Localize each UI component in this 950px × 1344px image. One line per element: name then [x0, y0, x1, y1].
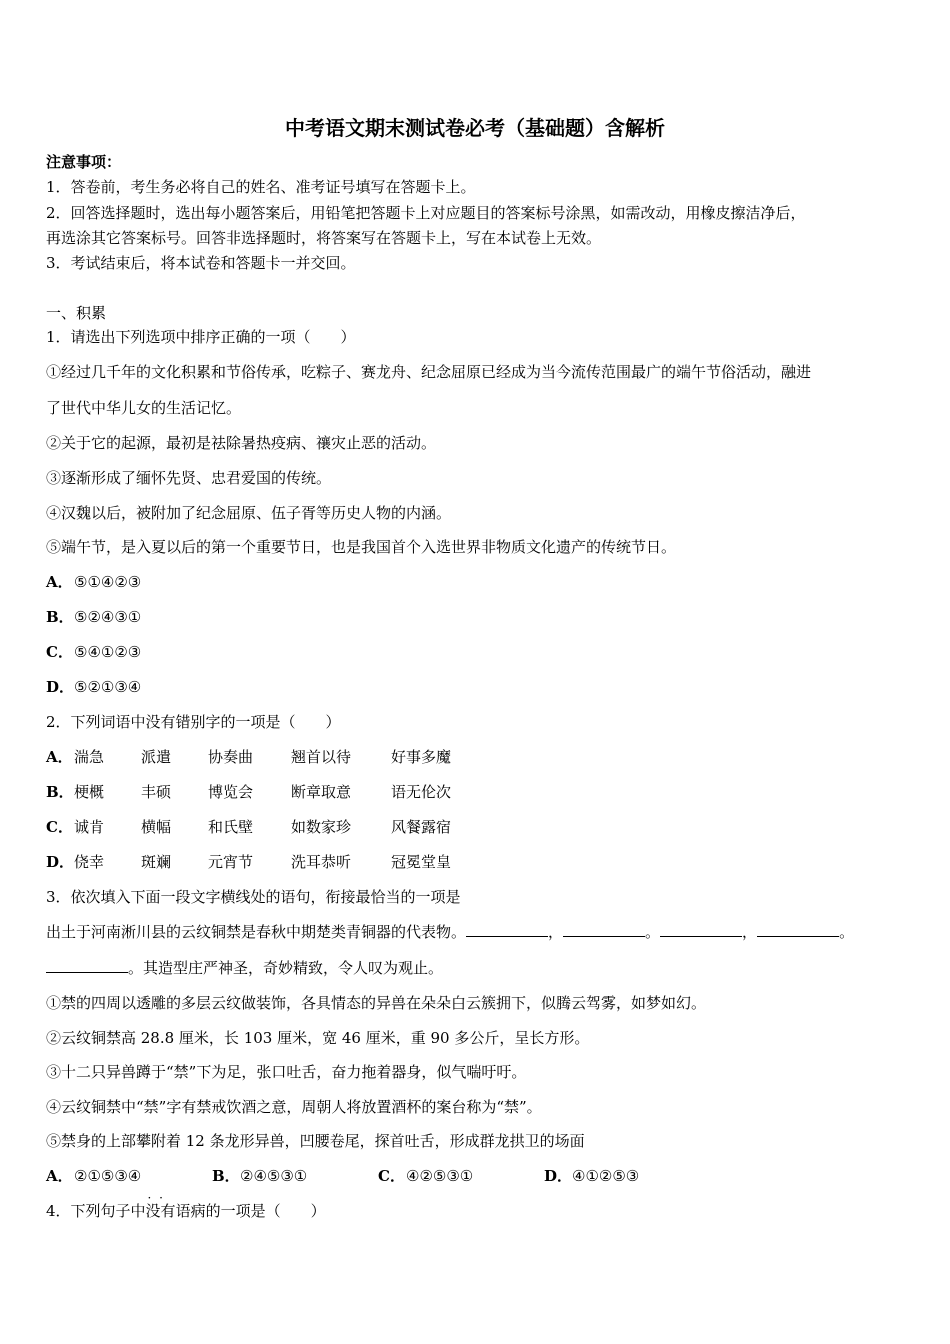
- q1-option-c[interactable]: [46, 642, 141, 662]
- option-text: ⑤②④③①: [74, 608, 142, 626]
- option-letter: A．: [46, 1167, 73, 1185]
- notice-heading: 注意事项：: [46, 153, 122, 171]
- q1-sentence-5: ⑤端午节，是入夏以后的第一个重要节日，也是我国首个入选世界非物质文化遗产的传统节日。: [46, 538, 677, 556]
- word: 元宵节: [208, 853, 254, 871]
- page-title: 中考语文期末测试卷必考（基础题）含解析: [285, 116, 665, 140]
- fill-blank-2[interactable]: [563, 922, 645, 937]
- option-letter: A．: [46, 748, 73, 766]
- q3-passage-text: 。其造型庄严神圣，奇妙精致，令人叹为观止。: [128, 959, 444, 977]
- option-text: ④②⑤③①: [406, 1167, 474, 1185]
- option-letter: C．: [46, 643, 73, 661]
- option-text: ②①⑤③④: [74, 1167, 142, 1185]
- word: 横幅: [141, 818, 172, 836]
- q3-option-c[interactable]: [378, 1166, 544, 1186]
- option-letter: A．: [46, 573, 73, 591]
- q3-option-a[interactable]: [46, 1166, 212, 1186]
- word: 博览会: [208, 783, 254, 801]
- q3-options: [46, 1166, 710, 1186]
- word: 断章取意: [291, 783, 352, 801]
- q3-sentence-5: ⑤禁身的上部攀附着 12 条龙形异兽，凹腰卷尾，探首吐舌，形成群龙拱卫的场面: [46, 1132, 585, 1150]
- q3-sentence-1: ①禁的四周以透雕的多层云纹做装饰，各具情态的异兽在朵朵白云簇拥下，似腾云驾雾，如梦如幻。: [46, 994, 707, 1012]
- word: 好事多魔: [391, 748, 452, 766]
- section-heading: 一、积累: [46, 304, 107, 322]
- option-letter: C．: [378, 1167, 405, 1185]
- punctuation: 。: [839, 923, 855, 941]
- option-text: ⑤②①③④: [74, 678, 142, 696]
- q4-stem: [46, 1201, 326, 1221]
- fill-blank-5[interactable]: [46, 958, 128, 973]
- word: 侥幸: [74, 853, 105, 871]
- q4-stem-text: 语病的一项是（ ）: [175, 1202, 326, 1220]
- option-text: ⑤①④②③: [74, 573, 142, 591]
- word: 梗概: [74, 783, 105, 801]
- q1-sentence-4: ④汉魏以后，被附加了纪念屈原、伍子胥等历史人物的内涵。: [46, 504, 452, 522]
- option-letter: D．: [46, 678, 75, 696]
- q2-option-c[interactable]: [46, 817, 491, 837]
- q2-option-b[interactable]: [46, 782, 491, 802]
- q3-sentence-3: ③十二只异兽蹲于“禁”下为足，张口吐舌，奋力拖着器身，似气喘吁吁。: [46, 1063, 527, 1081]
- q2-option-d[interactable]: [46, 852, 491, 872]
- notice-item-2a: 2．回答选择题时，选出每小题答案后，用铅笔把答题卡上对应题目的答案标号涂黑，如需改动，用橡皮擦洁净后，: [46, 204, 806, 222]
- word: 诚肯: [74, 818, 105, 836]
- q2-stem: 2．下列词语中没有错别字的一项是（ ）: [46, 713, 341, 731]
- punctuation: ，: [742, 923, 758, 941]
- word: 翘首以待: [291, 748, 352, 766]
- q3-sentence-2: ②云纹铜禁高 28.8 厘米，长 103 厘米，宽 46 厘米，重 90 多公斤，呈长方形。: [46, 1029, 590, 1047]
- fill-blank-3[interactable]: [660, 922, 742, 937]
- q2-option-a[interactable]: [46, 747, 491, 767]
- q3-option-b[interactable]: [212, 1166, 378, 1186]
- q1-sentence-2: ②关于它的起源，最初是祛除暑热疫病、禳灾止恶的活动。: [46, 434, 437, 452]
- option-text: ⑤④①②③: [74, 643, 142, 661]
- q3-passage-text: 出土于河南淅川县的云纹铜禁是春秋中期楚类青铜器的代表物。: [46, 923, 467, 941]
- word: 派遣: [141, 748, 172, 766]
- option-letter: B．: [46, 608, 74, 626]
- q1-option-b[interactable]: [46, 607, 141, 627]
- word: 洗耳恭听: [291, 853, 352, 871]
- option-text: ②④⑤③①: [240, 1167, 308, 1185]
- fill-blank-4[interactable]: [757, 922, 839, 937]
- q3-sentence-4: ④云纹铜禁中“禁”字有禁戒饮酒之意，周朝人将放置酒杯的案台称为“禁”。: [46, 1098, 542, 1116]
- q1-sentence-1a: ①经过几千年的文化积累和节俗传承，吃粽子、赛龙舟、纪念屈原已经成为当今流传范围最广的端午节俗活动，融进: [46, 363, 812, 381]
- q3-option-d[interactable]: [544, 1166, 710, 1186]
- q1-option-d[interactable]: [46, 677, 141, 697]
- notice-item-2b: 再选涂其它答案标号。回答非选择题时，将答案写在答题卡上，写在本试卷上无效。: [46, 229, 602, 247]
- q3-stem: 3．依次填入下面一段文字横线处的语句，衔接最恰当的一项是: [46, 888, 461, 906]
- option-letter: C．: [46, 818, 73, 836]
- word: 如数家珍: [291, 818, 352, 836]
- option-letter: B．: [212, 1167, 240, 1185]
- notice-item-1: 1．答卷前，考生务必将自己的姓名、准考证号填写在答题卡上。: [46, 178, 476, 196]
- word: 丰硕: [141, 783, 172, 801]
- q1-option-a[interactable]: [46, 572, 141, 592]
- q3-passage-line-2: [46, 958, 443, 978]
- q1-sentence-3: ③逐渐形成了缅怀先贤、忠君爱国的传统。: [46, 469, 332, 487]
- word: 斑斓: [141, 853, 172, 871]
- emphasis-dotted-text: · · 没有: [146, 1202, 176, 1220]
- punctuation: ，: [548, 923, 564, 941]
- word: 冠冕堂皇: [391, 853, 452, 871]
- notice-item-3: 3．考试结束后，将本试卷和答题卡一并交回。: [46, 254, 356, 272]
- q1-stem: 1．请选出下列选项中排序正确的一项（ ）: [46, 328, 356, 346]
- q1-sentence-1b: 了世代中华儿女的生活记忆。: [46, 399, 242, 417]
- q4-stem-text: 4．下列句子中: [46, 1202, 146, 1220]
- punctuation: 。: [645, 923, 661, 941]
- q3-passage-line-1: [46, 922, 854, 942]
- word: 风餐露宿: [391, 818, 452, 836]
- word: 协奏曲: [208, 748, 254, 766]
- option-text: ④①②⑤③: [572, 1167, 640, 1185]
- option-letter: B．: [46, 783, 74, 801]
- option-letter: D．: [46, 853, 75, 871]
- word: 湍急: [74, 748, 105, 766]
- word: 和氏壁: [208, 818, 254, 836]
- word: 语无伦次: [391, 783, 452, 801]
- option-letter: D．: [544, 1167, 573, 1185]
- fill-blank-1[interactable]: [466, 922, 548, 937]
